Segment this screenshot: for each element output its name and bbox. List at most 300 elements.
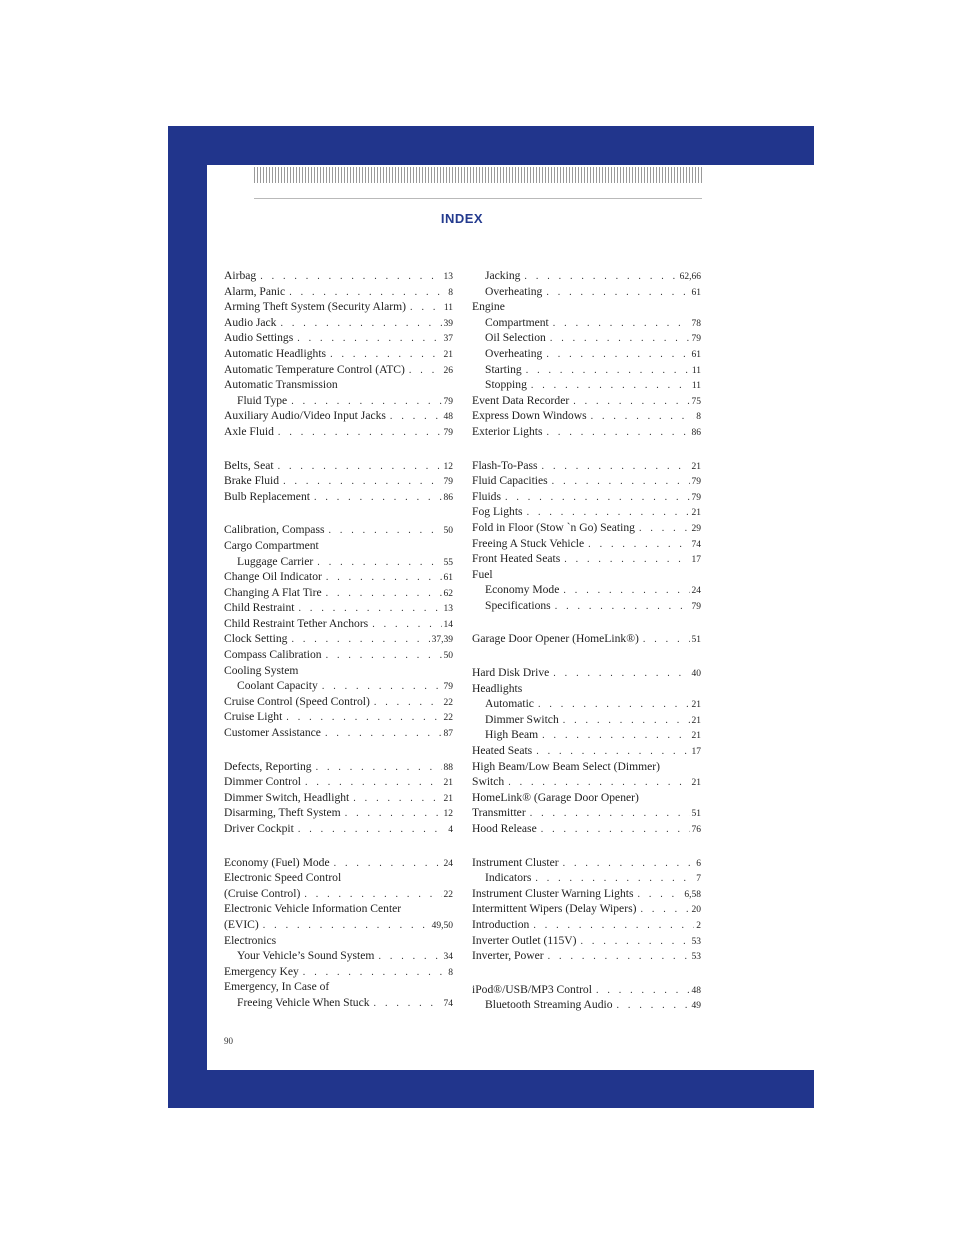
dot-leader [542, 728, 689, 744]
index-entry [224, 631, 453, 647]
index-entry [472, 743, 701, 759]
dot-leader [286, 710, 441, 726]
index-entry-page: 50 [443, 651, 453, 662]
index-entry-label: (Cruise Control) [224, 886, 301, 900]
dot-leader [530, 806, 690, 822]
dot-leader [314, 490, 442, 506]
section-gap [472, 647, 701, 665]
index-entry-page: 79 [443, 477, 453, 488]
index-entry [224, 933, 453, 949]
index-entry-label: Emergency Key [224, 964, 299, 978]
index-entry-label: Defects, Reporting [224, 759, 312, 773]
index-entry-label: Fog Lights [472, 505, 523, 519]
index-entry-label: Child Restraint [224, 601, 295, 615]
index-entry-label: Automatic Temperature Control (ATC) [224, 362, 405, 376]
index-entry [224, 538, 453, 554]
index-entry [472, 520, 701, 536]
index-entry-label: Brake Fluid [224, 474, 280, 488]
index-entry-page: 48 [691, 985, 701, 996]
index-entry-label: Compartment [485, 315, 549, 329]
index-entry-label: Clock Setting [224, 632, 288, 646]
index-entry [224, 964, 453, 980]
index-entry-page: 21 [443, 793, 453, 804]
index-entry-page: 11 [443, 303, 453, 314]
dot-leader [316, 760, 442, 776]
index-subentry [472, 284, 701, 300]
dot-leader [353, 791, 441, 807]
index-entry-page: 21 [443, 778, 453, 789]
index-entry-page: 4 [448, 825, 453, 835]
index-entry-page: 49 [691, 1001, 701, 1012]
dot-leader [278, 459, 442, 475]
index-entry-page: 13 [443, 272, 453, 282]
index-entry [224, 979, 453, 995]
index-entry-page: 51 [691, 809, 701, 820]
index-entry-label: Child Restraint Tether Anchors [224, 616, 369, 630]
index-entry [472, 631, 701, 647]
index-entry-label: Oil Selection [485, 331, 546, 345]
index-subentry [224, 393, 453, 409]
index-subentry [472, 598, 701, 614]
index-entry-label: Belts, Seat [224, 458, 274, 472]
index-entry-page: 76 [691, 825, 701, 835]
section-gap [224, 741, 453, 759]
index-subentry [472, 315, 701, 331]
index-entry [224, 585, 453, 601]
index-entry [224, 725, 453, 741]
dot-leader [260, 269, 441, 285]
dot-leader [546, 285, 689, 301]
index-entry-label: Fluid Type [237, 393, 288, 407]
index-entry [224, 473, 453, 489]
index-entry [472, 917, 701, 933]
index-entry [472, 948, 701, 964]
section-gap [224, 837, 453, 855]
dot-leader [526, 363, 690, 379]
index-entry [472, 424, 701, 440]
dot-leader [535, 871, 694, 887]
index-entry [224, 774, 453, 790]
index-entry-label: Dimmer Switch, Headlight [224, 790, 350, 804]
dot-leader [317, 555, 441, 571]
index-entry-page: 51 [691, 635, 701, 646]
index-entry [224, 855, 453, 871]
dot-leader [326, 648, 442, 664]
index-entry-page: 55 [443, 557, 453, 568]
index-entry [224, 458, 453, 474]
dot-leader [552, 474, 690, 490]
index-entry-page: 49,50 [431, 920, 453, 931]
index-entry-page: 74 [443, 998, 453, 1009]
index-entry-label: Electronic Vehicle Information Center [224, 902, 402, 916]
index-entry-page: 61 [443, 573, 453, 584]
index-entry-label: Cargo Compartment [224, 538, 319, 552]
index-entry [224, 759, 453, 775]
index-entry [224, 299, 453, 315]
page-number: 90 [224, 1036, 233, 1046]
index-column-left [224, 268, 453, 1011]
index-entry-label: Coolant Capacity [237, 679, 318, 693]
dot-leader [542, 459, 690, 475]
index-subentry [472, 997, 701, 1013]
index-entry-page: 53 [691, 952, 701, 963]
dot-leader [505, 490, 690, 506]
index-entry-page: 21 [691, 461, 701, 472]
index-entry-label: Flash-To-Pass [472, 458, 538, 472]
index-entry [472, 551, 701, 567]
dot-leader [533, 918, 694, 934]
section-gap [224, 440, 453, 458]
index-entry-label: Electronics [224, 933, 277, 947]
index-entry-page: 8 [448, 287, 453, 298]
index-entry-page: 22 [443, 697, 453, 708]
index-entry-label: Express Down Windows [472, 409, 587, 423]
index-entry-page: 37,39 [431, 635, 453, 646]
index-entry [472, 901, 701, 917]
index-entry [472, 805, 701, 821]
index-entry-page: 17 [691, 555, 701, 566]
dot-leader [328, 523, 441, 539]
index-entry-page: 24 [691, 586, 701, 597]
index-entry [224, 694, 453, 710]
index-entry-label: Calibration, Compass [224, 523, 325, 537]
dot-leader [591, 409, 695, 425]
index-entry-label: Introduction [472, 917, 530, 931]
index-entry-page: 39 [443, 318, 453, 329]
index-entry-label: Headlights [472, 681, 523, 695]
index-entry-page: 87 [443, 729, 453, 740]
index-entry-label: Change Oil Indicator [224, 570, 322, 584]
index-entry-label: Disarming, Theft System [224, 806, 341, 820]
dot-leader [330, 347, 441, 363]
index-entry [224, 805, 453, 821]
dot-leader [581, 934, 690, 950]
dot-leader [640, 902, 689, 918]
index-entry-page: 50 [443, 526, 453, 537]
dot-leader [374, 695, 442, 711]
index-subentry [472, 870, 701, 886]
index-entry-page: 14 [443, 619, 453, 630]
dot-leader [409, 363, 442, 379]
index-entry [472, 933, 701, 949]
index-entry-label: Emergency, In Case of [224, 980, 330, 994]
index-entry-label: Specifications [485, 598, 551, 612]
index-entry-label: Heated Seats [472, 744, 533, 758]
index-entry-label: Driver Cockpit [224, 822, 294, 835]
index-entry-label: Inverter Outlet (115V) [472, 933, 577, 947]
index-entry-page: 40 [691, 669, 701, 680]
index-entry-label: iPod®/USB/MP3 Control [472, 982, 592, 996]
index-entry-page: 12 [443, 461, 453, 472]
index-entry [472, 393, 701, 409]
index-entry-page: 61 [691, 349, 701, 360]
index-entry-page: 48 [443, 412, 453, 423]
index-entry-label: Cooling System [224, 663, 299, 677]
dot-leader [325, 726, 442, 742]
index-entry [224, 790, 453, 806]
index-entry [472, 408, 701, 424]
index-entry [472, 790, 701, 806]
index-entry-page: 7 [696, 874, 701, 885]
dot-leader [547, 425, 690, 441]
index-entry-label: Cruise Light [224, 710, 283, 724]
dot-leader [643, 632, 690, 648]
index-entry-label: Freeing Vehicle When Stuck [237, 995, 370, 1009]
index-entry-label: Stopping [485, 378, 527, 392]
index-entry [472, 567, 701, 583]
dot-leader [280, 316, 441, 332]
dot-leader [322, 679, 442, 695]
index-entry-page: 62,66 [679, 272, 701, 282]
dot-leader [289, 285, 446, 301]
index-entry-page: 79 [691, 334, 701, 345]
index-entry-label: Automatic Transmission [224, 378, 338, 392]
index-entry-page: 74 [691, 539, 701, 550]
index-entry-label: Inverter, Power [472, 949, 544, 963]
index-subentry [224, 678, 453, 694]
index-entry-page: 2 [696, 920, 701, 931]
dot-leader [263, 918, 430, 934]
dot-leader [372, 617, 441, 633]
dot-leader [573, 394, 689, 410]
index-entry-label: Alarm, Panic [224, 284, 286, 298]
dot-leader [548, 949, 690, 965]
index-subentry [472, 727, 701, 743]
index-entry [224, 522, 453, 538]
index-entry-page: 26 [443, 365, 453, 376]
dot-leader [555, 599, 690, 615]
index-subentry [472, 696, 701, 712]
index-entry-page: 88 [443, 762, 453, 773]
index-entry-page: 62 [443, 588, 453, 599]
index-entry-label: Dimmer Switch [485, 712, 559, 726]
dot-leader [378, 949, 441, 965]
dot-leader [637, 887, 682, 903]
dot-leader [541, 822, 690, 838]
index-entry-page: 21 [691, 778, 701, 789]
dot-leader [299, 601, 442, 617]
index-entry-page: 37 [443, 334, 453, 345]
dot-leader [550, 331, 690, 347]
index-entry [224, 616, 453, 632]
index-entry-label: Fuel [472, 567, 493, 581]
dot-leader [546, 347, 689, 363]
index-entry [472, 681, 701, 697]
index-entry [472, 886, 701, 902]
index-entry-label: (EVIC) [224, 917, 259, 931]
dot-leader [617, 998, 690, 1014]
index-entry [472, 458, 701, 474]
dot-leader [524, 269, 677, 285]
index-subentry [224, 948, 453, 964]
index-entry-page: 6,58 [684, 889, 701, 900]
index-entry-page: 53 [691, 936, 701, 947]
index-entry [472, 982, 701, 998]
index-entry-label: High Beam [485, 728, 539, 742]
dot-leader [527, 505, 690, 521]
index-entry [224, 647, 453, 663]
index-entry-label: Transmitter [472, 806, 526, 820]
index-entry-label: Compass Calibration [224, 648, 322, 662]
index-entry-label: Starting [485, 362, 522, 376]
index-entry-label: Jacking [485, 269, 521, 282]
index-entry-page: 20 [691, 905, 701, 916]
dot-leader [334, 856, 442, 872]
dot-leader [291, 632, 429, 648]
index-entry-label: Automatic [485, 697, 534, 711]
dot-leader [553, 666, 689, 682]
index-entry-page: 79 [691, 601, 701, 612]
index-entry-page: 79 [443, 682, 453, 693]
index-entry-page: 8 [696, 412, 701, 423]
index-entry-label: Economy (Fuel) Mode [224, 855, 330, 869]
index-entry-label: Dimmer Control [224, 775, 301, 789]
index-entry-page: 21 [443, 349, 453, 360]
dot-leader [283, 474, 441, 490]
index-entry [472, 774, 701, 790]
index-entry-page: 6 [696, 858, 701, 869]
index-entry-label: Economy Mode [485, 583, 560, 597]
index-entry [224, 315, 453, 331]
index-entry [472, 821, 701, 837]
index-entry-label: Freeing A Stuck Vehicle [472, 536, 585, 550]
dot-leader [564, 552, 689, 568]
index-entry-label: HomeLink® (Garage Door Opener) [472, 790, 639, 804]
index-entry-label: Overheating [485, 284, 543, 298]
index-entry [472, 855, 701, 871]
index-entry [224, 362, 453, 378]
index-entry-page: 75 [691, 396, 701, 407]
section-gap [472, 964, 701, 982]
index-entry-page: 11 [691, 365, 701, 376]
index-entry [224, 870, 453, 886]
index-entry [224, 901, 453, 917]
index-entry [224, 600, 453, 616]
index-entry [472, 665, 701, 681]
dot-leader [563, 583, 689, 599]
index-entry [224, 408, 453, 424]
index-entry-label: Audio Settings [224, 331, 294, 345]
index-entry-page: 78 [691, 318, 701, 329]
index-entry-page: 22 [443, 889, 453, 900]
index-subentry [472, 712, 701, 728]
index-entry [224, 489, 453, 505]
index-subentry [472, 268, 701, 284]
dot-leader [326, 570, 442, 586]
index-entry-page: 29 [691, 523, 701, 534]
dot-leader [297, 331, 441, 347]
dot-leader [538, 697, 690, 713]
index-entry [224, 917, 453, 933]
section-gap [472, 440, 701, 458]
index-entry-label: Fluids [472, 489, 501, 503]
index-entry-label: Bluetooth Streaming Audio [485, 998, 613, 1012]
index-subentry [472, 346, 701, 362]
index-entry-label: Switch [472, 775, 505, 789]
index-entry [472, 759, 701, 775]
index-entry [224, 424, 453, 440]
index-entry [224, 330, 453, 346]
index-entry [472, 489, 701, 505]
dot-leader [536, 744, 689, 760]
dot-leader [563, 713, 690, 729]
index-entry-page: 61 [691, 287, 701, 298]
index-entry [224, 377, 453, 393]
index-entry-page: 34 [443, 952, 453, 963]
index-entry-label: Bulb Replacement [224, 489, 310, 503]
index-entry-page: 17 [691, 747, 701, 758]
dot-leader [639, 521, 690, 537]
dot-leader [291, 394, 441, 410]
section-gap [224, 504, 453, 522]
index-entry [224, 284, 453, 300]
dot-leader [596, 983, 690, 999]
index-entry [224, 663, 453, 679]
index-entry-page: 22 [443, 713, 453, 724]
index-entry-label: Fluid Capacities [472, 474, 548, 488]
index-entry [224, 821, 453, 837]
index-subentry [224, 554, 453, 570]
index-entry-page: 21 [691, 715, 701, 726]
index-entry [224, 346, 453, 362]
dot-leader [326, 586, 442, 602]
index-entry-page: 12 [443, 809, 453, 820]
index-entry-label: Engine [472, 300, 505, 314]
index-column-right [472, 268, 701, 1013]
index-entry-label: Front Heated Seats [472, 552, 561, 566]
index-entry-label: Indicators [485, 871, 532, 885]
index-subentry [472, 362, 701, 378]
index-entry-label: Audio Jack [224, 315, 277, 329]
dot-leader [278, 425, 442, 441]
index-entry-page: 79 [691, 477, 701, 488]
index-entry-page: 13 [443, 604, 453, 615]
dot-leader [374, 996, 442, 1012]
dot-leader [305, 775, 442, 791]
dot-leader [303, 965, 446, 981]
index-entry-label: Auxiliary Audio/Video Input Jacks [224, 409, 386, 423]
index-entry-label: Changing A Flat Tire [224, 585, 322, 599]
index-entry-page: 11 [691, 381, 701, 392]
index-entry-page: 21 [691, 700, 701, 711]
dot-leader [531, 378, 690, 394]
index-entry-page: 79 [691, 492, 701, 503]
index-entry [224, 709, 453, 725]
dot-leader [563, 856, 695, 872]
index-entry-page: 86 [691, 427, 701, 438]
index-entry-label: Fold in Floor (Stow `n Go) Seating [472, 520, 635, 534]
index-entry-label: Customer Assistance [224, 726, 321, 740]
index-entry [472, 504, 701, 520]
dot-leader [508, 775, 689, 791]
dot-leader [553, 316, 690, 332]
dot-leader [304, 887, 441, 903]
index-entry-label: Airbag [224, 269, 257, 282]
index-subentry [472, 377, 701, 393]
index-subentry [472, 330, 701, 346]
index-entry-label: Instrument Cluster [472, 855, 559, 869]
index-entry [472, 536, 701, 552]
dot-leader [588, 537, 689, 553]
index-entry-page: 79 [443, 427, 453, 438]
index-entry-page: 86 [443, 492, 453, 503]
index-entry-label: Event Data Recorder [472, 393, 570, 407]
dot-leader [345, 806, 442, 822]
index-subentry [472, 582, 701, 598]
index-entry-label: Exterior Lights [472, 424, 543, 438]
index-entry [472, 473, 701, 489]
index-entry-page: 21 [691, 508, 701, 519]
